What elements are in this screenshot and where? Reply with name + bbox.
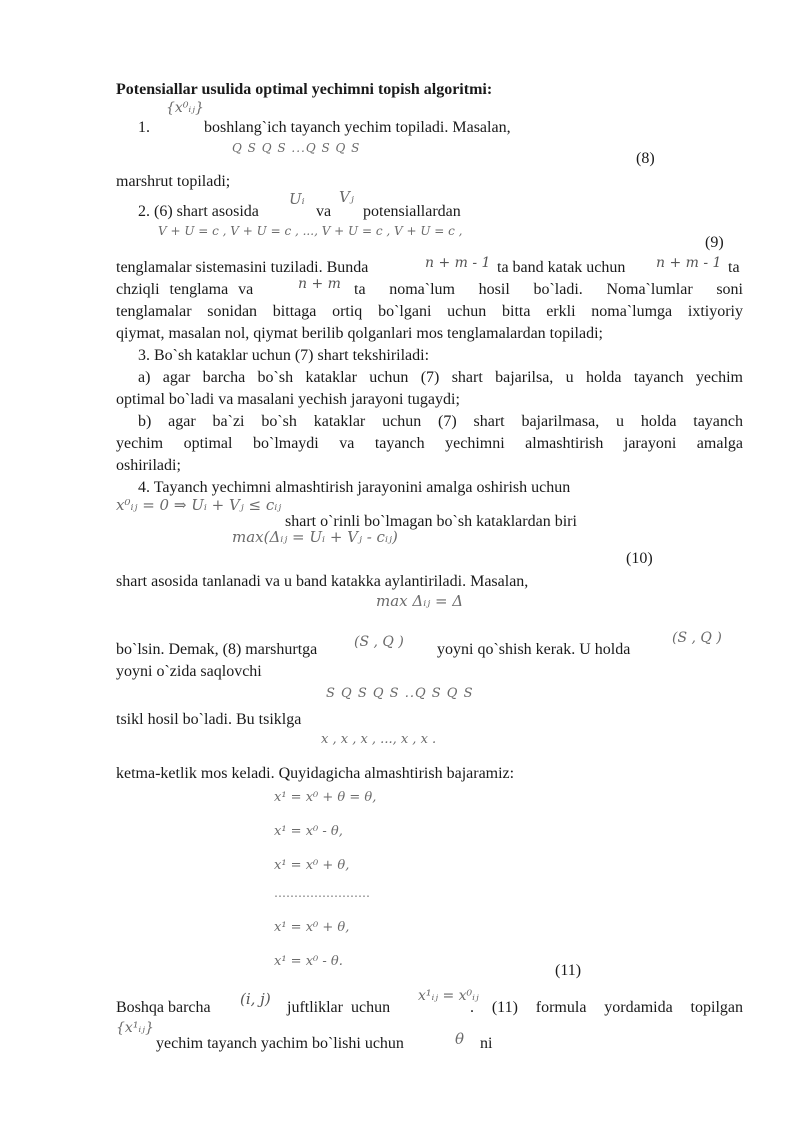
step2-line2-b: ta noma`lum hosil bo`ladi. Noma`lumlar soni: [354, 281, 743, 298]
theta-symbol: θ: [455, 1030, 465, 1048]
step1-text: boshlang`ich tayanch yechim topiladi. Masalan,: [204, 119, 511, 136]
u-potential: Uᵢ: [289, 190, 305, 208]
brace-icon: {: [166, 100, 175, 116]
step3-b-line1: b) agar ba`zi bo`sh kataklar uchun (7) shart bajarilmasa, u holda tayanch: [138, 413, 743, 430]
brace-icon: {: [116, 1020, 125, 1036]
step2-line1-a: tenglamalar sistemasini tuziladi. Bunda: [116, 259, 369, 276]
step1-brace-formula: {x⁰ᵢⱼ}: [166, 100, 204, 116]
section-title: Potensiallar usulida optimal yechimni topish algoritmi:: [116, 81, 493, 98]
step4-line1-c: yoyni o`zida saqlovchi: [116, 663, 262, 680]
arc-pair-b: (S , Q ): [672, 630, 722, 646]
closing-line2-b: ni: [480, 1035, 493, 1052]
step4-after: shart asosida tanlanadi va u band katakka aylantiriladi. Masalan,: [116, 573, 529, 590]
equation-number-9: (9): [705, 234, 724, 251]
step3-a-line1: a) agar barcha bo`sh kataklar uchun (7) shart bajarilsa, u holda tayanch yechim: [138, 369, 743, 386]
equation-number-11: (11): [555, 962, 582, 979]
cycle-formula: S Q S Q S ..Q S Q S: [326, 686, 474, 701]
route-formula: Q S Q S ...Q S Q S: [232, 141, 361, 155]
closing-brace-formula: {x¹ᵢⱼ}: [116, 1020, 154, 1036]
step3-text: 3. Bo`sh kataklar uchun (7) shart tekshiriladi:: [138, 347, 430, 364]
step2-line4: qiymat, masalan nol, qiymat berilib qolganlari mos tenglamalardan topiladi;: [116, 325, 603, 342]
step1-number: 1.: [138, 119, 150, 136]
max-delta-formula: max(Δᵢⱼ = Uᵢ + Vⱼ - cᵢⱼ): [232, 528, 398, 546]
step1-after: marshrut topiladi;: [116, 173, 231, 190]
arc-pair: (S , Q ): [354, 634, 404, 650]
closing-formula: x¹ᵢⱼ = x⁰ᵢⱼ: [418, 988, 479, 1004]
step2-line3: tenglamalar sonidan bittaga ortiq bo`lgani uchun bitta erkli noma`lumga ixtiyoriy: [116, 303, 743, 320]
step4-cond-text: shart o`rinli bo`lmagan bo`sh kataklardan biri: [285, 513, 577, 530]
transform-dots: ……………………: [274, 886, 370, 900]
n-plus-m: n + m: [298, 276, 341, 292]
equation-number-10: (10): [626, 550, 653, 567]
cycle-sequence: x , x , x , ..., x , x .: [321, 732, 437, 747]
step3-a-line2: optimal bo`ladi va masalani yechish jarayoni tugaydi;: [116, 391, 460, 408]
potential-system: V + U = c , V + U = c , ..., V + U = c , V + U = c ,: [158, 224, 463, 238]
closing-line1-b: juftliklar uchun: [287, 999, 391, 1016]
step4-line1-b: yoyni qo`shish kerak. U holda: [437, 641, 631, 658]
step4-condition: x⁰ᵢⱼ = 0 ⇒ Uᵢ + Vⱼ ≤ cᵢⱼ: [116, 496, 282, 514]
transform-row-2: x¹ = x⁰ - θ,: [274, 824, 343, 839]
n-plus-m-minus-1-b: n + m - 1: [656, 255, 722, 271]
step2-text-b: potensiallardan: [363, 203, 461, 220]
step2-line1-c: ta: [728, 259, 740, 276]
equation-number-8: (8): [636, 150, 655, 167]
transform-row-1: x¹ = x⁰ + θ = θ,: [274, 790, 377, 805]
step4-line2: tsikl hosil bo`ladi. Bu tsiklga: [116, 711, 302, 728]
step3-b-line3: oshiriladi;: [116, 457, 181, 474]
n-plus-m-minus-1: n + m - 1: [425, 255, 491, 271]
closing-line1-a: Boshqa barcha: [116, 999, 211, 1016]
step2-line2-a: chziqli tenglama va: [116, 281, 254, 298]
v-potential: Vⱼ: [339, 188, 354, 206]
transform-row-5: x¹ = x⁰ - θ.: [274, 954, 343, 969]
step2-text-a: 2. (6) shart asosida: [138, 203, 259, 220]
step4-line3: ketma-ketlik mos keladi. Quyidagicha almashtirish bajaramiz:: [116, 765, 515, 782]
step4-line1-a: bo`lsin. Demak, (8) marshurtga: [116, 641, 318, 658]
closing-line1-c: . (11) formula yordamida topilgan: [470, 999, 743, 1016]
step2-line1-b: ta band katak uchun: [497, 259, 626, 276]
transform-row-3: x¹ = x⁰ + θ,: [274, 858, 350, 873]
max-delta-selected: max Δᵢⱼ = Δ: [376, 592, 464, 610]
ij-pair: (i, j): [240, 990, 271, 1008]
step4-text: 4. Tayanch yechimni almashtirish jarayonini amalga oshirish uchun: [138, 479, 571, 496]
transform-row-4: x¹ = x⁰ + θ,: [274, 920, 350, 935]
closing-line2: yechim tayanch yachim bo`lishi uchun: [156, 1035, 404, 1052]
step2-va: va: [316, 203, 332, 220]
step3-b-line2: yechim optimal bo`lmaydi va tayanch yechimni almashtirish jarayoni amalga: [116, 435, 743, 452]
